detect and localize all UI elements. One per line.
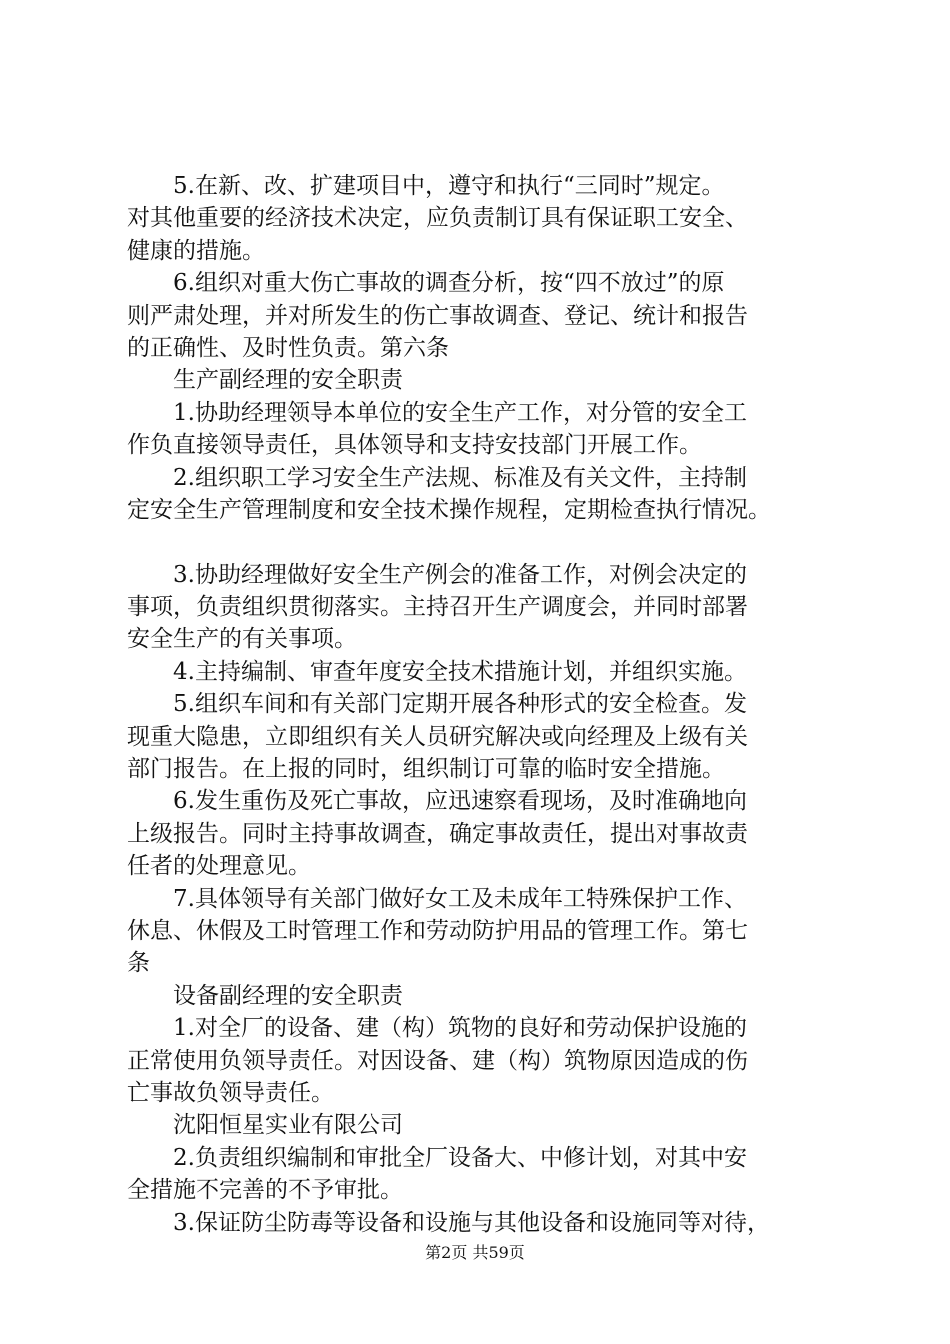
text-line: 定安全生产管理制度和安全技术操作规程，定期检查执行情况。 xyxy=(127,496,771,523)
text-line: 作负直接领导责任，具体领导和支持安技部门开展工作。 xyxy=(127,432,702,459)
text-line: 健康的措施。 xyxy=(127,237,265,264)
blank-line xyxy=(127,526,837,558)
text-line: 3.协助经理做好安全生产例会的准备工作，对例会决定的 xyxy=(173,561,747,588)
text-line: 3.保证防尘防毒等设备和设施与其他设备和设施同等对待， xyxy=(173,1209,770,1236)
text-line: 亡事故负领导责任。 xyxy=(127,1079,334,1106)
text-line: 部门报告。在上报的同时，组织制订可靠的临时安全措施。 xyxy=(127,756,725,783)
text-line: 7.具体领导有关部门做好女工及未成年工特殊保护工作、 xyxy=(173,885,747,912)
text-line: 全措施不完善的不予审批。 xyxy=(127,1177,403,1204)
text-line: 设备副经理的安全职责 xyxy=(173,982,403,1009)
text-line: 4.主持编制、审查年度安全技术措施计划，并组织实施。 xyxy=(173,658,747,685)
text-line: 6.组织对重大伤亡事故的调查分析，按“四不放过”的原 xyxy=(173,270,725,297)
text-line: 事项，负责组织贯彻落实。主持召开生产调度会，并同时部署 xyxy=(127,594,748,621)
text-line: 安全生产的有关事项。 xyxy=(127,626,357,653)
text-line: 2.负责组织编制和审批全厂设备大、中修计划，对其中安 xyxy=(173,1144,747,1171)
text-line: 6.发生重伤及死亡事故，应迅速察看现场，及时准确地向 xyxy=(173,788,747,815)
text-line: 2.组织职工学习安全生产法规、标准及有关文件，主持制 xyxy=(173,464,747,491)
text-line: 5.组织车间和有关部门定期开展各种形式的安全检查。发 xyxy=(173,691,747,718)
text-line: 条 xyxy=(127,950,150,977)
text-line: 上级报告。同时主持事故调查，确定事故责任，提出对事故责 xyxy=(127,820,748,847)
text-line: 对其他重要的经济技术决定，应负责制订具有保证职工安全、 xyxy=(127,205,748,232)
text-line: 任者的处理意见。 xyxy=(127,853,311,880)
text-line: 5.在新、改、扩建项目中，遵守和执行“三同时”规定。 xyxy=(173,173,725,199)
text-line: 正常使用负领导责任。对因设备、建（构）筑物原因造成的伤 xyxy=(127,1047,748,1074)
text-line: 1.对全厂的设备、建（构）筑物的良好和劳动保护设施的 xyxy=(173,1015,747,1042)
document-body xyxy=(127,170,837,1239)
text-line: 则严肃处理，并对所发生的伤亡事故调查、登记、统计和报告 xyxy=(127,302,748,329)
text-line: 1.协助经理领导本单位的安全生产工作，对分管的安全工 xyxy=(173,399,747,426)
text-line: 现重大隐患，立即组织有关人员研究解决或向经理及上级有关 xyxy=(127,723,748,750)
text-line: 生产副经理的安全职责 xyxy=(173,367,403,394)
text-line: 休息、休假及工时管理工作和劳动防护用品的管理工作。第七 xyxy=(127,917,748,944)
text-line: 的正确性、及时性负责。第六条 xyxy=(127,334,449,361)
page-footer: 第2页 共59页 xyxy=(425,1243,525,1262)
text-line: 沈阳恒星实业有限公司 xyxy=(173,1112,403,1139)
